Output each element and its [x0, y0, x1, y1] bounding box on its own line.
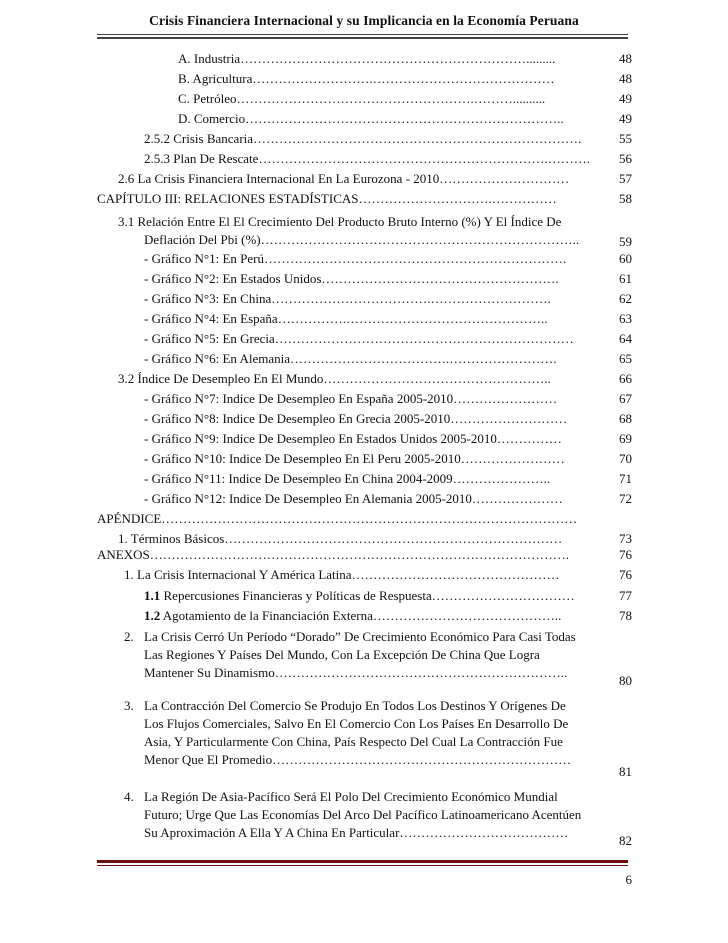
toc-entry-text: 3.2 Índice De Desempleo En El Mundo……………………………………………..	[118, 371, 551, 386]
toc-entry-text: La Contracción Del Comercio Se Produjo En Todos Los Destinos Y Orígenes De	[144, 698, 566, 713]
toc-entry-page: 60	[619, 251, 632, 266]
toc-entry-page: 80	[619, 673, 632, 688]
toc-entry-page: 81	[619, 764, 632, 779]
toc-entry-text: Futuro; Urge Que Las Economías Del Arco Del Pacífico Latinoamericano Acentúen	[144, 807, 582, 822]
toc-entry-page: 78	[619, 608, 632, 623]
toc-entry-page: 63	[619, 311, 632, 326]
toc-entry-page: 69	[619, 431, 632, 446]
toc-entry-text: - Gráfico N°9: Indice De Desempleo En Estados Unidos 2005-2010……………	[144, 431, 562, 446]
toc-entry	[0, 628, 728, 686]
toc-entry-page: 76	[619, 567, 632, 582]
toc-entry-text: Mantener Su Dinamismo…………………………………………………………..	[144, 665, 568, 680]
toc-entry-text: 1. Términos Básicos……………………………………………………………………	[118, 531, 563, 546]
toc-entry-page: 57	[619, 171, 632, 186]
toc-entry-page: 48	[619, 71, 632, 86]
toc-entry-text: APÉNDICE……………………………………………………………………………………	[97, 511, 578, 526]
page-number: 6	[625, 872, 632, 887]
toc-entry-text: - Gráfico N°12: Indice De Desempleo En Alemania 2005-2010…………………	[144, 491, 563, 506]
toc-entry-text: 3.1 Relación Entre El El Crecimiento Del Producto Bruto Interno (%) Y El Índice De	[118, 214, 562, 229]
toc-entry-text: - Gráfico N°2: En Estados Unidos……………………………………………….	[144, 271, 559, 286]
toc-entry-page: 67	[619, 391, 632, 406]
toc-entry-number: 2.	[124, 629, 134, 644]
toc-entry-page: 77	[619, 588, 632, 603]
toc-entry-text: 2.5.3 Plan De Rescate………………………………………………………….……….	[144, 151, 590, 166]
toc-entry-text: Asia, Y Particularmente Con China, País Respecto Del Cual La Contracción Fue	[144, 734, 563, 749]
toc-entry-text: La Región De Asia-Pacífico Será El Polo Del Crecimiento Económico Mundial	[144, 789, 558, 804]
toc-entry	[0, 213, 728, 251]
toc-entry-text: B. Agricultura……………………….……………………………………	[178, 71, 555, 86]
toc-entry-page: 71	[619, 471, 632, 486]
toc-entry-page: 72	[619, 491, 632, 506]
toc-entry	[0, 788, 728, 848]
toc-entry-page: 66	[619, 371, 632, 386]
toc-entry-text: Menor Que El Promedio……………………………………………………………	[144, 752, 572, 767]
footer-rule	[97, 860, 628, 863]
toc-entry-text: La Crisis Cerró Un Período “Dorado” De Crecimiento Económico Para Casi Todas	[144, 629, 576, 644]
toc-entry-text: - Gráfico N°4: En España…………….………………………………………..	[144, 311, 548, 326]
toc-entry-number: 4.	[124, 789, 134, 804]
toc-entry-text: Repercusiones Financieras y Políticas de Respuesta……………………………	[160, 588, 575, 603]
toc-entry-text: ANEXOS…………………………………………………………………………………….	[97, 547, 569, 562]
toc-entry-text: - Gráfico N°5: En Grecia……………………………………………………………	[144, 331, 574, 346]
toc-entry-number: 1.2	[144, 608, 161, 623]
toc-entry-text: Los Flujos Comerciales, Salvo En El Comercio Con Los Países En Desarrollo De	[144, 716, 569, 731]
toc-entry-text: 1. La Crisis Internacional Y América Latina…………………………………………	[124, 567, 560, 582]
footer-rule	[97, 865, 628, 866]
toc-entry-page: 59	[619, 234, 632, 249]
toc-entry-text: CAPÍTULO III: RELACIONES ESTADÍSTICAS………………………….……………	[97, 191, 557, 206]
toc-entry-page: 58	[619, 191, 632, 206]
toc-entry-text: D. Comercio………………………………………………………………..	[178, 111, 564, 126]
toc-entry-text: Agotamiento de la Financiación Externa……………………………………..	[160, 608, 562, 623]
toc-entry-text: C. Petróleo……………………………………………….………..........	[178, 91, 546, 106]
toc-entry-page: 49	[619, 91, 632, 106]
toc-entry-page: 48	[619, 51, 632, 66]
toc-entry-text: Su Aproximación A Ella Y A China En Particular…………………………………	[144, 825, 569, 840]
toc-entry-text: Deflación Del Pbi (%)………………………………………………………………..	[144, 232, 580, 247]
toc-entry-page: 73	[619, 531, 632, 546]
toc-entry-page: 68	[619, 411, 632, 426]
toc-entry-text: - Gráfico N°8: Indice De Desempleo En Grecia 2005-2010………………………	[144, 411, 568, 426]
running-header: Crisis Financiera Internacional y su Implicancia en la Economía Peruana	[149, 13, 579, 28]
toc-entry-text: - Gráfico N°7: Indice De Desempleo En España 2005-2010……………………	[144, 391, 558, 406]
toc-entry-page: 76	[619, 547, 632, 562]
toc-entry-text: 2.5.2 Crisis Bancaria………………………………………………………………….	[144, 131, 582, 146]
toc-entry	[0, 697, 728, 777]
toc-entry-number: 3.	[124, 698, 134, 713]
toc-entry-page: 61	[619, 271, 632, 286]
toc-entry-page: 70	[619, 451, 632, 466]
toc-entry-text: A. Industria………………………………………………………….........	[178, 51, 556, 66]
toc-entry-text: - Gráfico N°3: En China……………………………….……………………….	[144, 291, 551, 306]
toc-entry-page: 64	[619, 331, 632, 346]
toc-entry-text: - Gráfico N°1: En Perú…………………………………………………………….	[144, 251, 567, 266]
toc-entry-text: 2.6 La Crisis Financiera Internacional En La Eurozona - 2010…………………………	[118, 171, 570, 186]
header-rule	[97, 37, 628, 39]
toc-entry-page: 62	[619, 291, 632, 306]
toc-entry-text: - Gráfico N°6: En Alemania……………………………….…………………….	[144, 351, 557, 366]
toc-entry-page: 82	[619, 833, 632, 848]
toc-entry-text: Las Regiones Y Países Del Mundo, Con La Excepción De China Que Logra	[144, 647, 540, 662]
toc-entry-page: 56	[619, 151, 632, 166]
toc-entry-page: 55	[619, 131, 632, 146]
toc-entry-text: - Gráfico N°10: Indice De Desempleo En El Peru 2005-2010……………………	[144, 451, 565, 466]
toc-entry-page: 65	[619, 351, 632, 366]
toc-entry-text: - Gráfico N°11: Indice De Desempleo En China 2004-2009…………………..	[144, 471, 551, 486]
toc-entry-number: 1.1	[144, 588, 161, 603]
toc-entry-page: 49	[619, 111, 632, 126]
header-rule	[97, 34, 628, 35]
